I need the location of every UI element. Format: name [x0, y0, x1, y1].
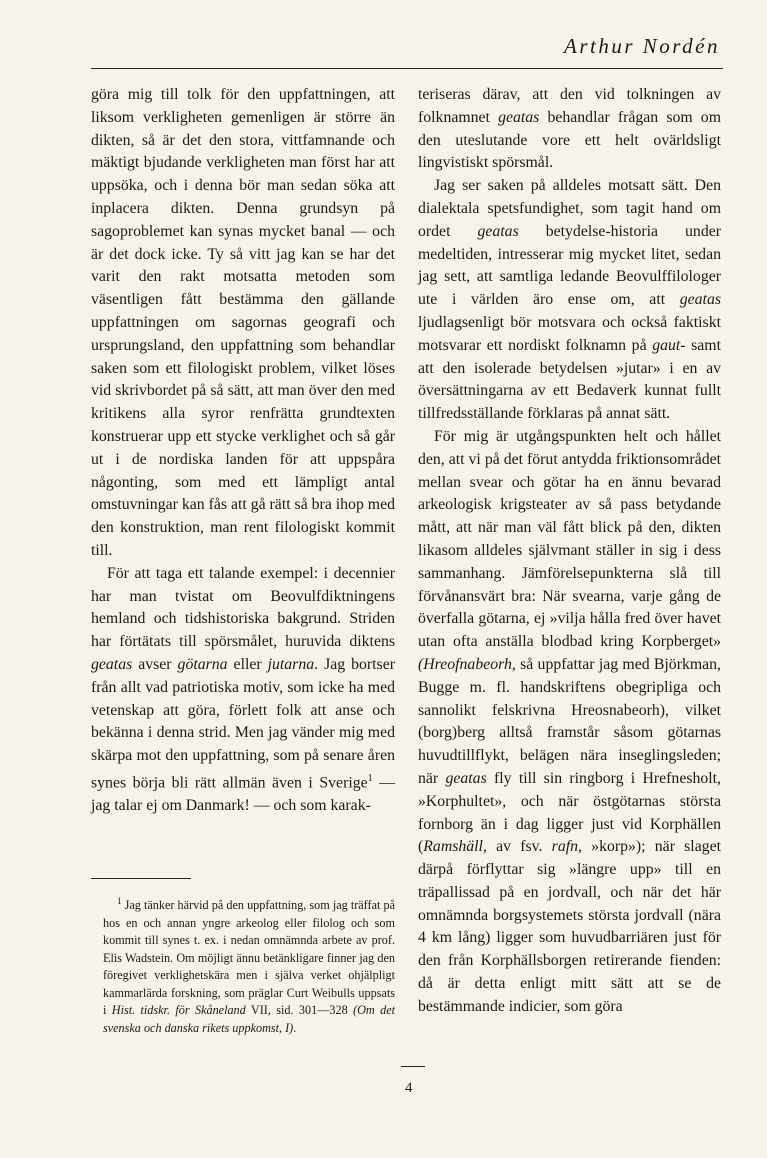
footnote-rule	[91, 878, 191, 879]
left-column	[91, 84, 395, 818]
text-segment: För att taga ett talande exempel: i decennier har man tvistat om Beovulfdiktningens hemland och tidshistoriska bakgrund. Striden har förtätats till spörsmålet, huruvida diktens	[91, 564, 395, 651]
text-segment: eller	[227, 655, 268, 673]
text-segment: , så uppfattar jag med Björkman, Bugge m. fl. handskriftens obegripliga och sannolikt felskrivna Hreosnabeorh), vilket (borg)berg alltså framstår såsom götarnas huvudtillflykt, belägen nära inseglingsleden; när	[418, 655, 721, 787]
right-paragraph-2	[418, 175, 721, 426]
italic-term: götarna	[177, 655, 228, 673]
running-header: Arthur Nordén	[564, 34, 720, 58]
header-rule	[91, 68, 723, 69]
text-segment: Jag tänker härvid på den uppfattning, som jag träffat på hos en och annan yngre arkeolog eller filolog och som kommit till synes t. ex. i nedan omnämnda arbete av prof. Elis Wadstein. Om möjligt ännu betänkligare finner jag den föregivet verklighetskära men i själva verket ohjälpligt kammarlärda forskning, som präglar Curt Weibulls uppsats i	[103, 898, 395, 1018]
text-segment: fly till sin ringborg i Hrefnesholt, »Korphultet», och när östgötarnas största fornborg än i dag ligger just vid Korphällen (	[418, 769, 722, 856]
italic-term: geatas	[679, 291, 721, 309]
page-number-rule	[401, 1066, 425, 1067]
text-segment: För mig är utgångspunkten helt och hållet den, att vi på det förut antydda friktionsområdet mellan svear och götar ha en ännu bevarad arkeologisk krigsteater av så pass betydande mått, att när man väl fått blick på den, dikten likasom alldeles självmant ställer in sig i dess sammanhang. Jämförelsepunkterna slå till förvånansvärt bra: När svearna, varje gång de överfalla götarna, ej »vilja hålla fred över havet utan ofta anställa blodbad kring Korpberget»	[418, 427, 721, 651]
text-segment: ljudlagsenligt bör motsvara och också faktiskt motsvarar ett nordiskt folknamn på	[418, 313, 721, 354]
text-segment: avser	[132, 655, 178, 673]
text-segment: Jag ser saken på alldeles motsatt sätt. Den dialektala spetsfundighet, som tagit hand om ordet	[418, 177, 721, 240]
italic-term: Hist. tidskr. för Skåneland	[111, 1003, 246, 1018]
italic-term: geatas	[477, 222, 519, 240]
text-segment: — jag talar ej om Danmark! — och som karak-	[91, 774, 395, 814]
italic-term: Ramshäll	[423, 838, 483, 856]
italic-term: (Hreofnabeorh	[418, 655, 512, 673]
footnote	[103, 893, 395, 1037]
text-segment: teriseras därav, att den vid tolkningen av folknamnet	[418, 86, 721, 126]
italic-term: geatas	[498, 108, 540, 126]
italic-term: rafn	[551, 838, 579, 856]
right-column	[418, 84, 721, 1019]
footnote-text	[103, 893, 395, 1037]
italic-term: geatas	[445, 769, 487, 787]
page-number: 4	[405, 1080, 413, 1096]
text-segment: . Jag bortser från allt vad patriotiska motiv, som icke ha med vetenskap att göra, förlett folk att anse och bekänna i denna strid. Men jag vänder mig med skärpa mot den uppfattning, som på senare åren synes börja bli rätt allmän även i Sverige	[91, 655, 395, 792]
left-paragraph-1: göra mig till tolk för den uppfattningen, att liksom verkligheten gemenligen är större än dikten, så är det den stora, vittfamnande och mäktigt bjudande verkligheten man först har att uppsöka, och i denna bör man sedan söka att inplacera dikten. Denna grundsyn på sagoproblemet kan synas mycket banal — och är det dock icke. Ty så vitt jag kan se har det varit den rakt motsatta metoden som väsentligen fått bestämma den gällande uppfattningen om sagornas geografi och ursprungsland, den uppfattning som behandlar saken som ett filologiskt problem, vilket löses vid skrivbordet på så sätt, att man över den med kritikens alla syror renfrätta grundtexten konstruerar upp ett stycke verklighet och så går ut i de nordiska landen för att uppspåra någonting, som med ett lämpligt antal omstuvningar kan fås att gå rätt så bra ihop med den konstruktion, man rent filologiskt kommit till.	[91, 86, 396, 559]
italic-term: gaut-	[652, 336, 686, 354]
text-segment: .	[293, 1020, 297, 1035]
text-segment: behandlar frågan som om den uteslutande vore ett helt ovärldsligt lingvistiskt spörsmål.	[418, 108, 721, 172]
text-segment: VII, sid. 301—328	[245, 1003, 354, 1018]
text-segment: samt att den isolerade betydelsen »jutar» i en av översättningarna av ett Bedaverk kunnat fullt tillfredsställande förklaras på annat sätt.	[418, 336, 721, 423]
text-segment: , »korp»); när slaget därpå förflyttar sig »längre upp» till en träpallissad på en jordvall, och när det här omnämnda borgsystemets största jordvall (nära 4 km lång) ligger som huvudbarriären just för den från Korphällsborgen retirerande fienden: då är detta enligt mitt sätt att se de bestämmande indicier, som göra	[418, 838, 722, 1015]
italic-term: jutarna	[267, 655, 315, 673]
right-paragraph-1	[418, 84, 721, 175]
right-paragraph-3	[418, 426, 721, 1019]
left-paragraph-2	[91, 563, 395, 818]
italic-term: (Om det svenska och danska rikets uppkomst, I)	[103, 1003, 395, 1035]
text-segment: betydelse-historia under medeltiden, intresserar mig mycket litet, sedan jag sett, att samtliga ledande Beovulffilologer ute i världen äro ense om, att	[418, 222, 721, 309]
footnote-marker: 1	[117, 896, 122, 906]
italic-term: geatas	[91, 655, 133, 673]
text-segment: , av fsv.	[482, 838, 552, 856]
footnote-reference: 1	[367, 772, 373, 784]
